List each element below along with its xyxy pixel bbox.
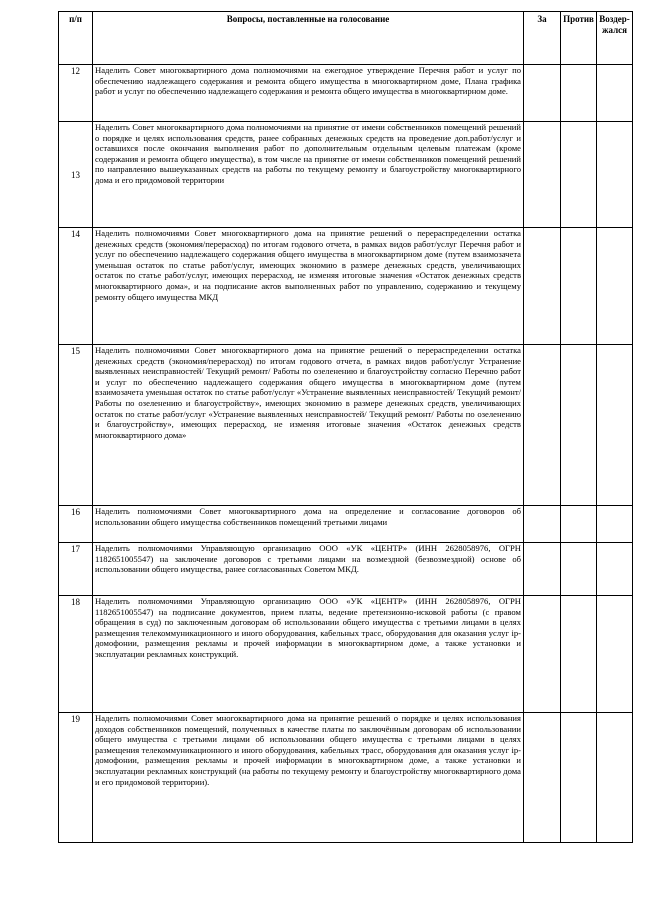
vote-abstain-cell[interactable] [597, 506, 633, 543]
row-number: 12 [59, 65, 93, 122]
header-against: Против [561, 12, 597, 65]
vote-against-cell[interactable] [561, 543, 597, 596]
question-text: Наделить Совет многоквартирного дома полномочиями на ежегодное утверждение Перечня работ и услуг по обеспечению надлежащего содержания и ремонта общего имущества в многоквартирном доме, Плана графика работ и услуг по обеспечению надлежащего содержания и ремонта общего имущества в многоквартирном доме. [93, 65, 524, 122]
vote-for-cell[interactable] [524, 122, 561, 228]
table-row [59, 345, 633, 506]
vote-abstain-cell[interactable] [597, 543, 633, 596]
table-header-row [59, 12, 633, 65]
question-text: Наделить полномочиями Совет многоквартирного дома на принятие решений о перераспределении остатка денежных средств (экономия/перерасход) по итогам годового отчета, в рамках видов работ/услуг Перечня работ и услуг по обеспечению надлежащего содержания общего имущества в многоквартирном доме (путем взаимозачета уменьшая остаток по статье работ/услуг, имеющих экономию в размере денежных средств, увеличивающих остаток по статье работ/услуг, имеющих перерасход, не изменяя итоговые значения «Остаток денежных средств многоквартирного дома», и на подписание актов выполненных работ по управлению, содержанию и текущему ремонту общего имущества МКД [93, 228, 524, 345]
vote-for-cell[interactable] [524, 543, 561, 596]
vote-abstain-cell[interactable] [597, 65, 633, 122]
question-text: Наделить полномочиями Совет многоквартирного дома на определение и согласование договоров об использовании общего имущества собственников помещений третьими лицами [93, 506, 524, 543]
voting-table [58, 11, 633, 843]
table-row [59, 596, 633, 713]
vote-against-cell[interactable] [561, 65, 597, 122]
vote-abstain-cell[interactable] [597, 122, 633, 228]
row-number: 14 [59, 228, 93, 345]
header-question: Вопросы, поставленные на голосование [93, 12, 524, 65]
header-abstained-label: Воздер-жался [599, 14, 630, 35]
table-row [59, 713, 633, 843]
question-text: Наделить полномочиями Совет многоквартирного дома на принятие решений о перераспределении остатка денежных средств (экономия/перерасход) по итогам годового отчета, в рамках видов работ/услуг Устранение выявленных неисправностей/ Текущий ремонт/ Работы по озеленению и благоустройству согласно Перечню работ и услуг по обеспечению надлежащего содержания общего имущества в многоквартирном доме (путем взаимозачета уменьшая остаток по статье работ/услуг «Устранение выявленных неисправностей/ Текущий ремонт/ Работы по озеленению и благоустройству», имеющих экономию в размере денежных средств, увеличивающих остаток по статье работ/услуг «Устранение выявленных неисправностей/ Текущий ремонт/ Работы по озеленению и благоустройству», имеющих перерасход, не изменяя итоговые значения «Остаток денежных средств многоквартирного дома» [93, 345, 524, 506]
row-number: 13 [59, 122, 93, 228]
vote-for-cell[interactable] [524, 345, 561, 506]
vote-abstain-cell[interactable] [597, 713, 633, 843]
vote-against-cell[interactable] [561, 122, 597, 228]
vote-against-cell[interactable] [561, 596, 597, 713]
vote-abstain-cell[interactable] [597, 228, 633, 345]
question-text: Наделить Совет многоквартирного дома полномочиями на принятие от имени собственников помещений решений о порядке и целях использования средств, ранее собранных денежных средств на проведение доп.работ/услуг и оставшихся после окончания выполнения работ по дополнительным отдельным целевым платежам (кроме содержания и ремонта общего имущества), в том числе на принятие от имени собственников помещений решений по направлению вышеуказанных средств на работы по текущему ремонту и благоустройству многоквартирного дома и его придомовой территории [93, 122, 524, 228]
vote-against-cell[interactable] [561, 228, 597, 345]
row-number: 15 [59, 345, 93, 506]
vote-for-cell[interactable] [524, 228, 561, 345]
question-text: Наделить полномочиями Управляющую организацию ООО «УК «ЦЕНТР» (ИНН 2628058976, ОГРН 1182651005547) на подписание документов, прием платы, ведение претензионно-исковой работы (с правом обращения в суд) по заключенным договорам об использовании общего имущества с третьими лицами в целях размещения телекоммуникационного и иного оборудования, кабельных трасс, оборудования для оказания услуг ip-домофонии, размещения рекламы и прочей информации в многоквартирном доме, а также установки и эксплуатации рекламных конструкций. [93, 596, 524, 713]
row-number: 16 [59, 506, 93, 543]
vote-against-cell[interactable] [561, 506, 597, 543]
vote-for-cell[interactable] [524, 65, 561, 122]
vote-against-cell[interactable] [561, 713, 597, 843]
table-row [59, 65, 633, 122]
question-text: Наделить полномочиями Совет многоквартирного дома на принятие решений о порядке и целях использования доходов собственников помещений, полученных в качестве платы по заключённым договорам об использовании общего имущества с третьими лицами об использовании общего имущества с третьими лицами в целях размещения телекоммуникационного и иного оборудования, кабельных трасс, оборудования для оказания услуг ip-домофонии, размещения рекламы и прочей информации в многоквартирном доме, а также установки и эксплуатации рекламных конструкций (на работы по текущему ремонту и благоустройству многоквартирного дома и его придомовой территории). [93, 713, 524, 843]
vote-abstain-cell[interactable] [597, 345, 633, 506]
vote-abstain-cell[interactable] [597, 596, 633, 713]
table-row [59, 506, 633, 543]
header-abstained [597, 12, 633, 65]
header-number: п/п [59, 12, 93, 65]
row-number: 18 [59, 596, 93, 713]
vote-for-cell[interactable] [524, 713, 561, 843]
vote-for-cell[interactable] [524, 506, 561, 543]
vote-against-cell[interactable] [561, 345, 597, 506]
table-row [59, 122, 633, 228]
question-text: Наделить полномочиями Управляющую организацию ООО «УК «ЦЕНТР» (ИНН 2628058976, ОГРН 1182651005547) на заключение договоров с третьими лицами на возмездной (безвозмездной) основе об использовании общего имущества, ранее согласованных Советом МКД. [93, 543, 524, 596]
row-number: 19 [59, 713, 93, 843]
row-number: 17 [59, 543, 93, 596]
table-row [59, 543, 633, 596]
header-for: За [524, 12, 561, 65]
vote-for-cell[interactable] [524, 596, 561, 713]
table-row [59, 228, 633, 345]
